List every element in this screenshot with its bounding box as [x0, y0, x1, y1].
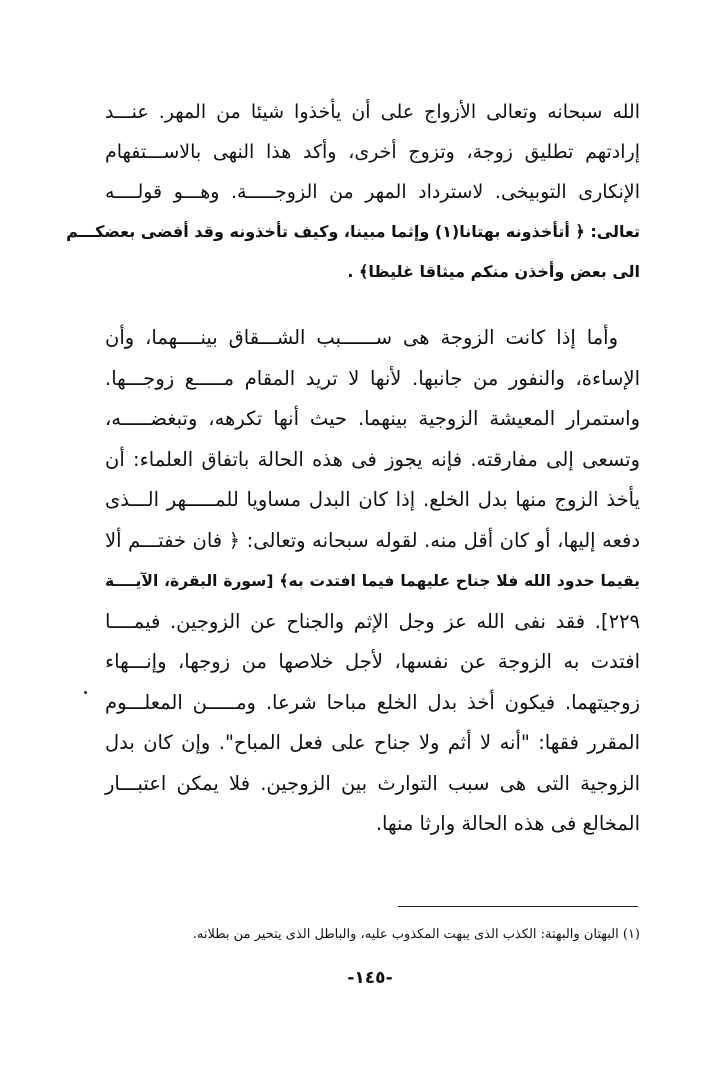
text-line: وأما إذا كانت الزوجة هى ســــــبب الشـــقاق بينــــهما، وأن — [105, 326, 618, 349]
text-line: الى بعض وأخذن منكم ميثاقا غليظا﴾ . — [347, 262, 640, 281]
footnote-divider — [398, 906, 638, 907]
text-line: دفعه إليها، أو كان أقل منه. لقوله سبحانه وتعالى: ﴿ فان خفتـــم ألا — [105, 528, 640, 552]
text-line: المقرر فقها: "أنه لا أثم ولا جناح على فعل المباح". وإن كان بدل — [105, 731, 640, 754]
text-line: الزوجية التى هى سبب التوارث بين الزوجين. فلا يمكن اعتبـــار — [105, 771, 640, 795]
text-line: ٢٢٩]. فقد نفى الله عز وجل الإثم والجناح عن الزوجين. فيمــــا — [105, 609, 640, 633]
text-line: يقيما حدود الله فلا جناح عليهما فيما افتدت به﴾ [سورة البقرة، الآيــــة — [105, 572, 640, 590]
page-number: -١٤٥- — [347, 968, 393, 988]
text-line: تعالى: ﴿ أتأخذونه بهتانا(١) وإثما مبينا، وكيف تأخذونه وقد أفضى بعضكـــم — [66, 222, 640, 241]
text-line: الله سبحانه وتعالى الأزواج على أن يأخذوا شيئا من المهر. عنـــد — [105, 101, 640, 123]
text-line: المخالع فى هذه الحالة وارثا منها. — [375, 812, 640, 835]
paragraph-2 — [105, 318, 640, 845]
paragraph-1 — [66, 92, 640, 292]
text-line: الإنكارى التوبيخى. لاسترداد المهر من الزوجـــــة. وهـــو قولــــه — [105, 181, 640, 203]
text-line: وتسعى إلى مفارقته. فإنه يجوز فى هذه الحالة باتفاق العلماء: أن — [105, 447, 640, 471]
footnote: (١) البهتان والبهتة: الكذب الذى يبهت المكذوب عليه، والباطل الذى يتحير من بطلانه. — [192, 927, 640, 942]
text-line: افتدت به الزوجة عن نفسها، لأجل خلاصها من زوجها، وإنـــهاء — [105, 650, 640, 673]
text-line: الإساءة، والنفور من جانبها. لأنها لا تريد المقام مـــــع زوجـــها. — [105, 366, 640, 390]
text-line: إرادتهم تطليق زوجة، وتزوج أخرى، وأكد هذا النهى بالاســـتفهام — [105, 141, 640, 163]
text-line: زوجيتهما. فيكون أخذ بدل الخلع مباحا شرعا. ومـــــن المعلـــوم — [105, 690, 640, 714]
text-line: يأخذ الزوج منها بدل الخلع. إذا كان البدل مساويا للمـــــهر الـــذى — [105, 488, 640, 511]
text-line: واستمرار المعيشة الزوجية بينهما. حيث أنها تكرهه، وتبغضـــــه، — [105, 407, 640, 430]
margin-dot — [84, 691, 87, 694]
